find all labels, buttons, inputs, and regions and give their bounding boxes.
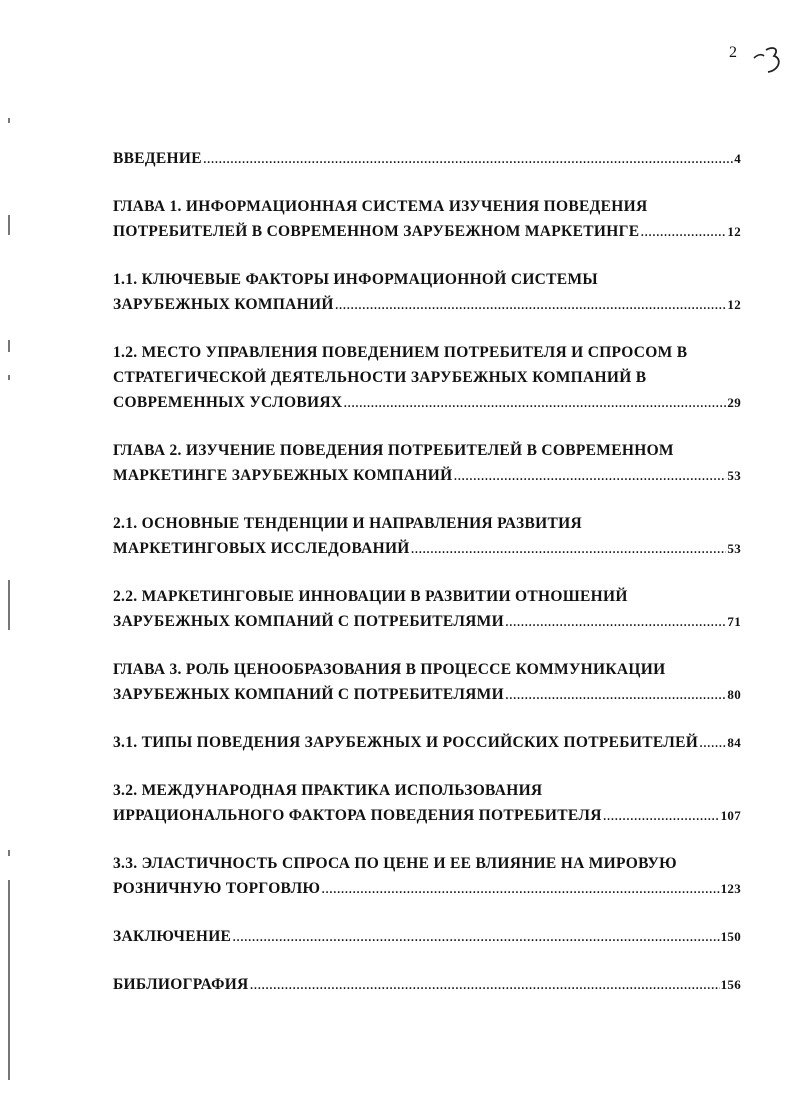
toc-entry-final-line [113, 609, 741, 634]
toc-entry [113, 972, 741, 997]
toc-entry-line: 2.1. ОСНОВНЫЕ ТЕНДЕНЦИИ И НАПРАВЛЕНИЯ РАЗВИТИЯ [113, 515, 582, 532]
toc-entry-final-line [113, 292, 741, 317]
toc-entry-line: 3.2. МЕЖДУНАРОДНАЯ ПРАКТИКА ИСПОЛЬЗОВАНИЯ [113, 782, 543, 799]
toc-entry-title: РОЗНИЧНУЮ ТОРГОВЛЮ [113, 880, 321, 897]
toc-dot-leader [453, 463, 726, 488]
toc-page-number: 53 [727, 468, 741, 483]
toc-dot-leader [232, 924, 719, 949]
toc-entry [113, 851, 741, 901]
toc-entry-line: СТРАТЕГИЧЕСКОЙ ДЕЯТЕЛЬНОСТИ ЗАРУБЕЖНЫХ КОМПАНИЙ В [113, 369, 647, 386]
toc-dot-leader [411, 536, 727, 561]
toc-entry-title: БИБЛИОГРАФИЯ [113, 976, 249, 993]
toc-entry-final-line [113, 390, 741, 415]
toc-entry-line: ГЛАВА 1. ИНФОРМАЦИОННАЯ СИСТЕМА ИЗУЧЕНИЯ ПОВЕДЕНИЯ [113, 198, 648, 215]
toc-entry-title: 3.1. ТИПЫ ПОВЕДЕНИЯ ЗАРУБЕЖНЫХ И РОССИЙСКИХ ПОТРЕБИТЕЛЕЙ [113, 734, 699, 751]
toc-page-number: 12 [727, 297, 741, 312]
toc-entry-line: 1.1. КЛЮЧЕВЫЕ ФАКТОРЫ ИНФОРМАЦИОННОЙ СИСТЕМЫ [113, 271, 598, 288]
toc-entry [113, 511, 741, 561]
toc-page-number: 123 [720, 881, 741, 896]
toc-page-number: 4 [734, 151, 741, 166]
toc-entry-title: ЗАРУБЕЖНЫХ КОМПАНИЙ С ПОТРЕБИТЕЛЯМИ [113, 686, 504, 703]
toc-entry [113, 730, 741, 755]
toc-entry [113, 924, 741, 949]
toc-entry-title: ВВЕДЕНИЕ [113, 150, 202, 167]
toc-page-number: 84 [727, 735, 741, 750]
toc-entry-final-line [113, 146, 741, 171]
toc-page-number: 107 [720, 808, 741, 823]
table-of-contents [113, 146, 741, 997]
scan-speck [8, 375, 10, 380]
toc-dot-leader [321, 876, 719, 901]
toc-entry-title: ПОТРЕБИТЕЛЕЙ В СОВРЕМЕННОМ ЗАРУБЕЖНОМ МАРКЕТИНГЕ [113, 223, 640, 240]
toc-dot-leader [603, 803, 720, 828]
toc-entry [113, 267, 741, 317]
toc-entry-final-line [113, 972, 741, 997]
toc-entry-final-line [113, 924, 741, 949]
toc-page-number: 80 [727, 687, 741, 702]
toc-entry-title: ЗАКЛЮЧЕНИЕ [113, 928, 232, 945]
toc-entry-line: 1.2. МЕСТО УПРАВЛЕНИЯ ПОВЕДЕНИЕМ ПОТРЕБИТЕЛЯ И СПРОСОМ В [113, 344, 688, 361]
toc-dot-leader [699, 730, 726, 755]
toc-page-number: 29 [727, 395, 741, 410]
toc-entry [113, 584, 741, 634]
toc-entry [113, 438, 741, 488]
toc-entry-title: МАРКЕТИНГЕ ЗАРУБЕЖНЫХ КОМПАНИЙ [113, 467, 453, 484]
toc-entry-line: ГЛАВА 2. ИЗУЧЕНИЕ ПОВЕДЕНИЯ ПОТРЕБИТЕЛЕЙ В СОВРЕМЕННОМ [113, 442, 674, 459]
toc-entry-title: ЗАРУБЕЖНЫХ КОМПАНИЙ [113, 296, 334, 313]
toc-entry-final-line [113, 803, 741, 828]
toc-entry-title: МАРКЕТИНГОВЫХ ИССЛЕДОВАНИЙ [113, 540, 410, 557]
toc-entry-line: ГЛАВА 3. РОЛЬ ЦЕНООБРАЗОВАНИЯ В ПРОЦЕССЕ КОММУНИКАЦИИ [113, 661, 666, 678]
scan-speck [8, 850, 10, 856]
toc-entry-title: ИРРАЦИОНАЛЬНОГО ФАКТОРА ПОВЕДЕНИЯ ПОТРЕБИТЕЛЯ [113, 807, 602, 824]
toc-entry-title: СОВРЕМЕННЫХ УСЛОВИЯХ [113, 394, 343, 411]
toc-entry [113, 657, 741, 707]
toc-page-number: 71 [727, 614, 741, 629]
scan-speck [8, 880, 10, 1080]
toc-dot-leader [640, 219, 726, 244]
toc-entry-line: 3.3. ЭЛАСТИЧНОСТЬ СПРОСА ПО ЦЕНЕ И ЕЕ ВЛИЯНИЕ НА МИРОВУЮ [113, 855, 677, 872]
toc-entry [113, 194, 741, 244]
toc-page-number: 156 [720, 977, 741, 992]
scan-speck [8, 580, 10, 630]
toc-entry-title: ЗАРУБЕЖНЫХ КОМПАНИЙ С ПОТРЕБИТЕЛЯМИ [113, 613, 504, 630]
toc-dot-leader [335, 292, 727, 317]
toc-entry-final-line [113, 876, 741, 901]
toc-dot-leader [505, 609, 726, 634]
toc-entry [113, 146, 741, 171]
scan-speck [8, 340, 10, 352]
toc-entry [113, 778, 741, 828]
page-number: 2 [729, 44, 737, 61]
toc-dot-leader [343, 390, 726, 415]
toc-page-number: 12 [727, 224, 741, 239]
toc-entry-final-line [113, 536, 741, 561]
toc-entry-final-line [113, 730, 741, 755]
toc-entry-line: 2.2. МАРКЕТИНГОВЫЕ ИННОВАЦИИ В РАЗВИТИИ ОТНОШЕНИЙ [113, 588, 628, 605]
toc-dot-leader [505, 682, 726, 707]
toc-entry-final-line [113, 463, 741, 488]
handwritten-page-number [752, 44, 782, 76]
scan-speck [8, 118, 10, 123]
toc-dot-leader [250, 972, 720, 997]
scan-speck [8, 215, 10, 235]
toc-page-number: 53 [727, 541, 741, 556]
toc-page-number: 150 [720, 929, 741, 944]
toc-entry-final-line [113, 682, 741, 707]
toc-dot-leader [203, 146, 733, 171]
toc-entry-final-line [113, 219, 741, 244]
toc-entry [113, 340, 741, 415]
